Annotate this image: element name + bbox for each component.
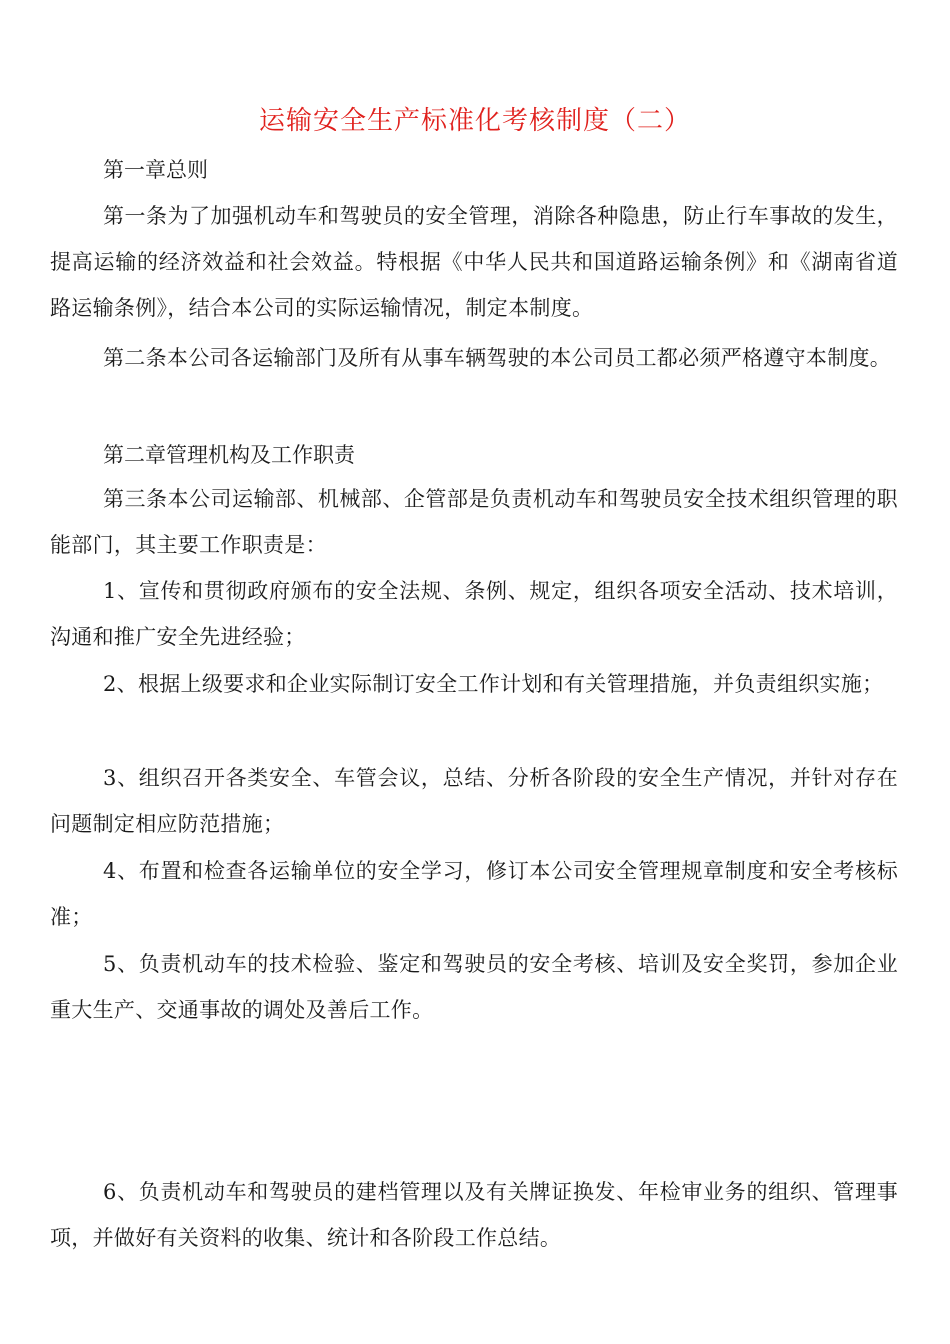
- duty-item-1: 1、宣传和贯彻政府颁布的安全法规、条例、规定，组织各项安全活动、技术培训，沟通和推广安全先进经验；: [50, 579, 898, 649]
- duty-item-4: 4、布置和检查各运输单位的安全学习，修订本公司安全管理规章制度和安全考核标准；: [50, 859, 898, 929]
- chapter-2-heading: 第二章管理机构及工作职责: [103, 443, 355, 467]
- duty-item-3: 3、组织召开各类安全、车管会议，总结、分析各阶段的安全生产情况，并针对存在问题制定相应防范措施；: [50, 766, 898, 836]
- article-1-paragraph: 第一条为了加强机动车和驾驶员的安全管理，消除各种隐患，防止行车事故的发生，提高运输的经济效益和社会效益。特根据《中华人民共和国道路运输条例》和《湖南省道路运输条例》，结合本公司的实际运输情况，制定本制度。: [50, 204, 898, 320]
- duty-item-2: 2、根据上级要求和企业实际制订安全工作计划和有关管理措施，并负责组织实施；: [103, 672, 884, 696]
- article-2-paragraph: 第二条本公司各运输部门及所有从事车辆驾驶的本公司员工都必须严格遵守本制度。: [103, 346, 892, 370]
- article-3-paragraph: 第三条本公司运输部、机械部、企管部是负责机动车和驾驶员安全技术组织管理的职能部门，其主要工作职责是：: [50, 487, 898, 557]
- chapter-1-heading: 第一章总则: [103, 158, 208, 182]
- document-title: 运输安全生产标准化考核制度（二）: [258, 106, 691, 136]
- duty-item-5: 5、负责机动车的技术检验、鉴定和驾驶员的安全考核、培训及安全奖罚，参加企业重大生产、交通事故的调处及善后工作。: [50, 952, 898, 1022]
- duty-item-6: 6、负责机动车和驾驶员的建档管理以及有关牌证换发、年检审业务的组织、管理事项，并做好有关资料的收集、统计和各阶段工作总结。: [50, 1180, 898, 1250]
